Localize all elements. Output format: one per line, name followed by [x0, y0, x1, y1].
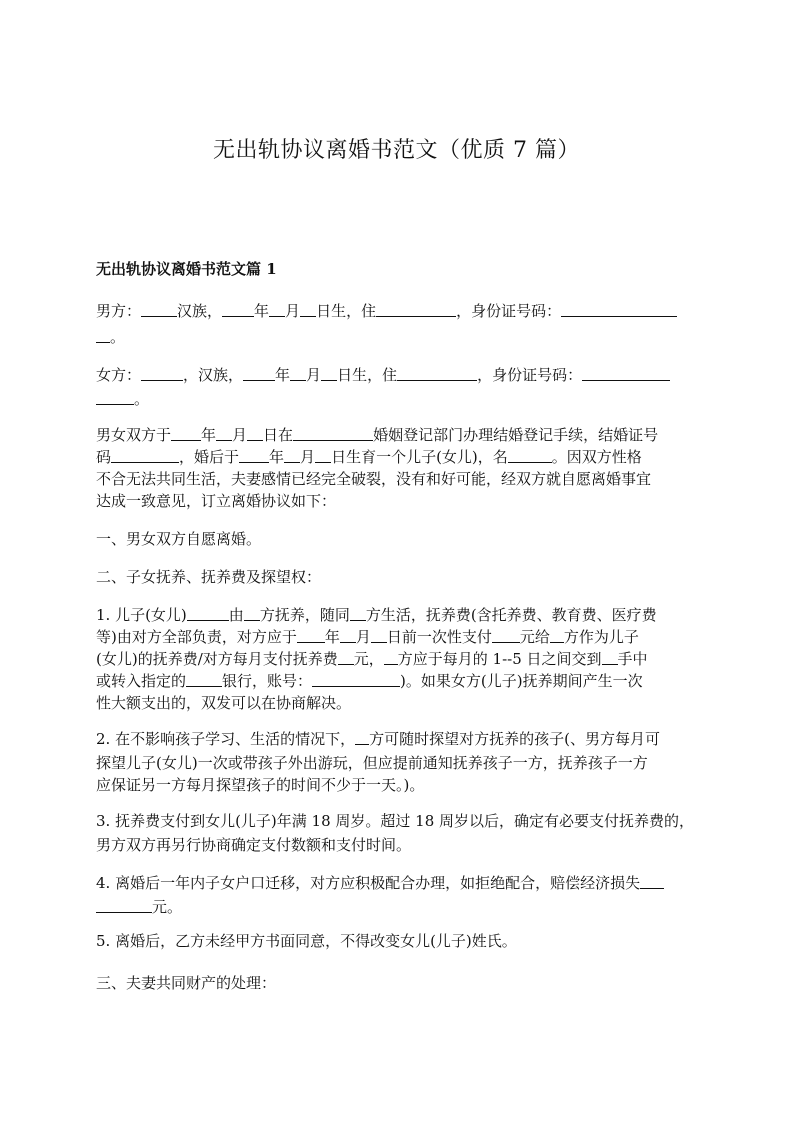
- blank-field[interactable]: [96, 896, 152, 913]
- text-segment: 码: [96, 448, 112, 466]
- blank-field[interactable]: [290, 364, 306, 381]
- text-segment: ，汉族，: [183, 366, 244, 384]
- clause-heading-2: 二、子女抚养、抚养费及探望权：: [96, 568, 322, 586]
- text-segment: )。如果女方(儿子)抚养期间产生一次: [400, 672, 643, 690]
- text-segment: 方抚养，随同: [259, 606, 350, 624]
- text-segment: 月: [306, 366, 322, 384]
- text-segment: ，身份证号码：: [456, 302, 562, 320]
- blank-field[interactable]: [397, 364, 477, 381]
- blank-field[interactable]: [243, 364, 275, 381]
- text-segment: (女儿)的抚养费/对方每月支付抚养费: [96, 650, 338, 668]
- blank-field[interactable]: [340, 626, 356, 643]
- text-segment: ，身份证号码：: [477, 366, 583, 384]
- marriage-line-2: [96, 446, 642, 468]
- custody-line-5: 性大额支出的，双发可以在协商解决。: [96, 694, 352, 712]
- male-party-line: [96, 300, 677, 322]
- blank-field[interactable]: [111, 446, 179, 463]
- text-segment: 月: [232, 426, 248, 444]
- support-term-line-2: 男方双方再另行协商确定支付数额和支付时间。: [96, 836, 412, 854]
- text-segment: 方应于每月的 1--5 日之间交到: [397, 650, 602, 668]
- blank-field[interactable]: [96, 388, 134, 405]
- blank-field[interactable]: [141, 300, 177, 317]
- document-title: 无出轨协议离婚书范文（优质 7 篇）: [213, 138, 580, 163]
- text-segment: 4. 离婚后一年内子女户口迁移，对方应积极配合办理，如拒绝配合，赔偿经济损失: [96, 874, 641, 892]
- blank-field[interactable]: [492, 626, 520, 643]
- female-party-line: [96, 364, 670, 386]
- blank-field[interactable]: [96, 326, 110, 343]
- text-segment: ，婚后于: [179, 448, 240, 466]
- text-segment: 银行，账号：: [222, 672, 313, 690]
- blank-field[interactable]: [171, 424, 201, 441]
- text-segment: 。: [134, 390, 150, 408]
- blank-field[interactable]: [561, 300, 677, 317]
- text-segment: 。: [110, 328, 126, 346]
- text-segment: 日生，住: [316, 302, 377, 320]
- text-segment: 日前一次性支付: [386, 628, 492, 646]
- text-segment: 年: [275, 366, 291, 384]
- text-segment: 年: [201, 426, 217, 444]
- text-segment: 年: [254, 302, 270, 320]
- blank-field[interactable]: [338, 648, 354, 665]
- blank-field[interactable]: [602, 648, 618, 665]
- marriage-line-1: [96, 424, 658, 446]
- visitation-line-1: [96, 728, 660, 750]
- blank-field[interactable]: [355, 728, 369, 745]
- text-segment: 男女双方于: [96, 426, 172, 444]
- text-segment: 。因双方性格: [551, 448, 642, 466]
- custody-line-3: [96, 648, 648, 670]
- blank-field[interactable]: [300, 300, 316, 317]
- blank-field[interactable]: [508, 446, 552, 463]
- text-segment: 男方：: [96, 302, 142, 320]
- blank-field[interactable]: [350, 604, 366, 621]
- text-segment: 或转入指定的: [96, 672, 187, 690]
- text-segment: 手中: [617, 650, 648, 668]
- surname-clause: 5. 离婚后，乙方未经甲方书面同意，不得改变女儿(儿子)姓氏。: [96, 932, 517, 950]
- blank-field[interactable]: [321, 364, 337, 381]
- visitation-line-3: 应保证另一方每月探望孩子的时间不少于一天。)。: [96, 776, 425, 794]
- visitation-line-2: 探望儿子(女儿)一次或带孩子外出游玩，但应提前通知抚养孩子一方，抚养孩子一方: [96, 754, 648, 772]
- text-segment: 方作为儿子: [563, 628, 639, 646]
- custody-line-2: [96, 626, 639, 648]
- section-title: 无出轨协议离婚书范文篇 1: [96, 260, 277, 278]
- text-segment: 日在: [263, 426, 294, 444]
- household-line-1: [96, 872, 664, 894]
- text-segment: 等)由对方全部负责，对方应于: [96, 628, 297, 646]
- custody-line-4: [96, 670, 643, 692]
- text-segment: 1. 儿子(女儿): [96, 606, 187, 624]
- blank-field[interactable]: [376, 300, 456, 317]
- text-segment: 月: [300, 448, 316, 466]
- blank-field[interactable]: [186, 670, 222, 687]
- text-segment: 婚姻登记部门办理结婚登记手续，结婚证号: [373, 426, 659, 444]
- blank-field[interactable]: [293, 424, 373, 441]
- blank-field[interactable]: [222, 300, 254, 317]
- text-segment: 方可随时探望对方抚养的孩子(、男方每月可: [369, 730, 660, 748]
- custody-line-1: [96, 604, 657, 626]
- text-segment: 年: [324, 628, 340, 646]
- blank-field[interactable]: [247, 424, 263, 441]
- blank-field[interactable]: [187, 604, 229, 621]
- household-line-2: [96, 896, 182, 918]
- text-segment: 年: [269, 448, 285, 466]
- text-segment: 元给: [519, 628, 550, 646]
- text-segment: 月: [355, 628, 371, 646]
- marriage-line-4: 达成一致意见，订立离婚协议如下：: [96, 492, 337, 510]
- text-segment: 汉族，: [177, 302, 223, 320]
- blank-field[interactable]: [141, 364, 183, 381]
- blank-field[interactable]: [284, 446, 300, 463]
- blank-field[interactable]: [315, 446, 331, 463]
- text-segment: 月: [285, 302, 301, 320]
- blank-field[interactable]: [384, 648, 398, 665]
- text-segment: 日生育一个儿子(女儿)，名: [331, 448, 508, 466]
- text-segment: 元，: [353, 650, 384, 668]
- female-party-line-2: [96, 388, 149, 410]
- blank-field[interactable]: [640, 872, 664, 889]
- blank-field[interactable]: [582, 364, 670, 381]
- text-segment: 由: [228, 606, 244, 624]
- blank-field[interactable]: [216, 424, 232, 441]
- text-segment: 方生活，抚养费(含托养费、教育费、医疗费: [365, 606, 657, 624]
- blank-field[interactable]: [550, 626, 564, 643]
- blank-field[interactable]: [371, 626, 387, 643]
- text-segment: 2. 在不影响孩子学习、生活的情况下，: [96, 730, 356, 748]
- marriage-line-3: 不合无法共同生活，夫妻感情已经完全破裂，没有和好可能，经双方就自愿离婚事宜: [96, 470, 652, 488]
- blank-field[interactable]: [239, 446, 269, 463]
- clause-heading-1: 一、男女双方自愿离婚。: [96, 530, 262, 548]
- blank-field[interactable]: [297, 626, 325, 643]
- text-segment: 女方：: [96, 366, 142, 384]
- text-segment: 日生，住: [337, 366, 398, 384]
- blank-field[interactable]: [312, 670, 400, 687]
- male-party-line-2: [96, 326, 125, 348]
- clause-heading-3: 三、夫妻共同财产的处理：: [96, 974, 277, 992]
- blank-field[interactable]: [269, 300, 285, 317]
- text-segment: 元。: [152, 898, 183, 916]
- blank-field[interactable]: [244, 604, 260, 621]
- support-term-line-1: 3. 抚养费支付到女儿(儿子)年满 18 周岁。超过 18 周岁以后，确定有必要支付抚养费的，: [96, 812, 695, 830]
